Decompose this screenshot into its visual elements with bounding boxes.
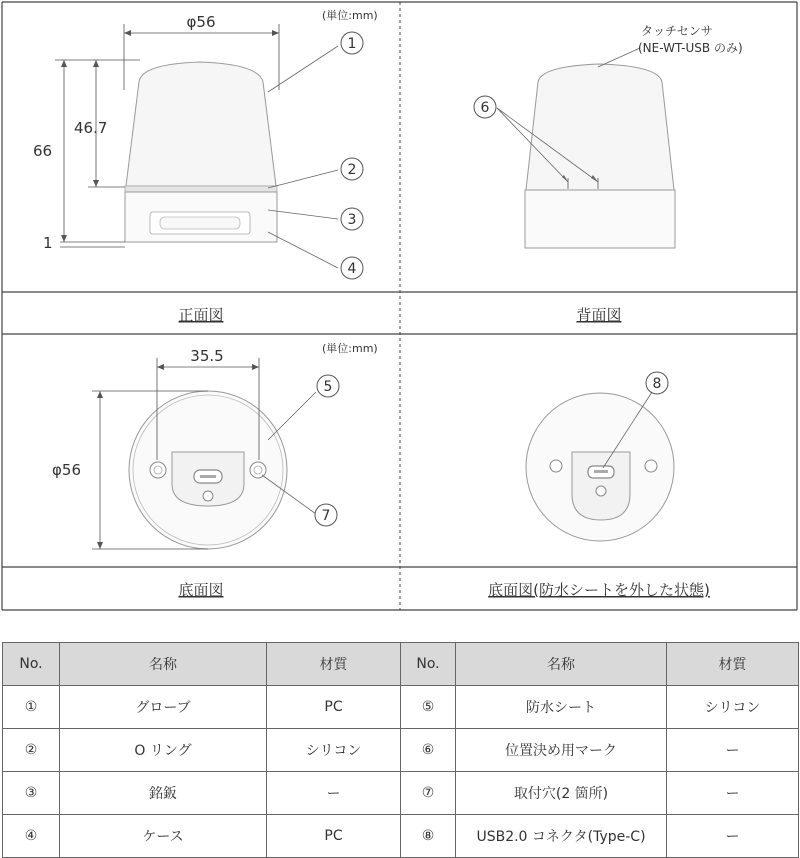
parts-table	[2, 642, 799, 858]
bottom-view-caption: 底面図	[178, 581, 224, 599]
header-material-left: 材質	[267, 643, 401, 686]
table-cell: ⑦	[401, 772, 456, 815]
globe-shape	[126, 62, 276, 186]
back-globe-shape	[526, 64, 674, 190]
front-base-offset-label: 1	[43, 234, 53, 252]
table-cell: 防水シート	[456, 686, 667, 729]
table-cell: ー	[267, 772, 401, 815]
bottom-diameter-label: φ56	[52, 461, 81, 479]
bottom-open-view	[526, 372, 674, 541]
callout-7-number: 7	[321, 508, 331, 524]
mounting-hole-left	[150, 462, 166, 478]
table-cell: ー	[667, 729, 799, 772]
table-row	[3, 772, 799, 815]
table-cell: グローブ	[60, 686, 267, 729]
table-cell: PC	[267, 686, 401, 729]
callout-8-number: 8	[652, 376, 662, 392]
bottom-open-hole-right	[645, 460, 657, 472]
bottom-open-view-caption: 底面図(防水シートを外した状態)	[488, 581, 710, 599]
back-view-caption: 背面図	[576, 306, 622, 324]
bottom-view	[52, 342, 378, 549]
table-cell: ①	[3, 686, 60, 729]
touch-sensor-note: (NE-WT-USB のみ)	[638, 41, 743, 55]
table-cell: ③	[3, 772, 60, 815]
front-total-height-label: 66	[33, 142, 53, 160]
o-ring-shape	[125, 186, 277, 192]
nameplate-shape	[160, 217, 240, 229]
front-diameter-label: φ56	[186, 13, 216, 31]
table-cell: シリコン	[267, 729, 401, 772]
panel-grid	[2, 2, 797, 610]
bottom-hole-pitch-label: 35.5	[190, 347, 224, 365]
header-material-right: 材質	[667, 643, 799, 686]
table-cell: USB2.0 コネクタ(Type-C)	[456, 815, 667, 858]
table-cell: PC	[267, 815, 401, 858]
callout-2-number: 2	[347, 162, 357, 178]
front-globe-height-label: 46.7	[74, 119, 108, 137]
callout-6-number: 6	[480, 100, 490, 116]
table-cell: ④	[3, 815, 60, 858]
mounting-hole-right	[250, 462, 266, 478]
table-cell: 銘鈑	[60, 772, 267, 815]
callout-5-number: 5	[323, 379, 333, 395]
table-cell: ー	[667, 772, 799, 815]
callout-4-number: 4	[347, 261, 357, 277]
callout-3-number: 3	[347, 212, 357, 228]
table-cell: ②	[3, 729, 60, 772]
parts-table-header	[3, 643, 799, 686]
table-cell: ー	[667, 815, 799, 858]
table-cell: O リング	[60, 729, 267, 772]
table-row	[3, 686, 799, 729]
touch-sensor-label: タッチセンサ	[641, 24, 713, 38]
back-view	[474, 24, 743, 248]
front-view-caption: 正面図	[178, 306, 224, 324]
table-row	[3, 815, 799, 858]
table-cell: ケース	[60, 815, 267, 858]
header-name-left: 名称	[60, 643, 267, 686]
table-cell: ⑤	[401, 686, 456, 729]
header-no-left: No.	[3, 643, 60, 686]
bottom-open-hole-left	[550, 460, 562, 472]
table-row	[3, 729, 799, 772]
header-no-right: No.	[401, 643, 456, 686]
back-case-shape	[525, 190, 675, 248]
table-cell: シリコン	[667, 686, 799, 729]
table-cell: ⑧	[401, 815, 456, 858]
table-cell: ⑥	[401, 729, 456, 772]
table-cell: 位置決め用マーク	[456, 729, 667, 772]
unit-note-front: (単位:mm)	[322, 9, 378, 22]
front-view	[33, 9, 378, 279]
header-name-right: 名称	[456, 643, 667, 686]
unit-note-bottom: (単位:mm)	[322, 342, 378, 355]
table-cell: 取付穴(2 箇所)	[456, 772, 667, 815]
callout-1-number: 1	[347, 36, 357, 52]
